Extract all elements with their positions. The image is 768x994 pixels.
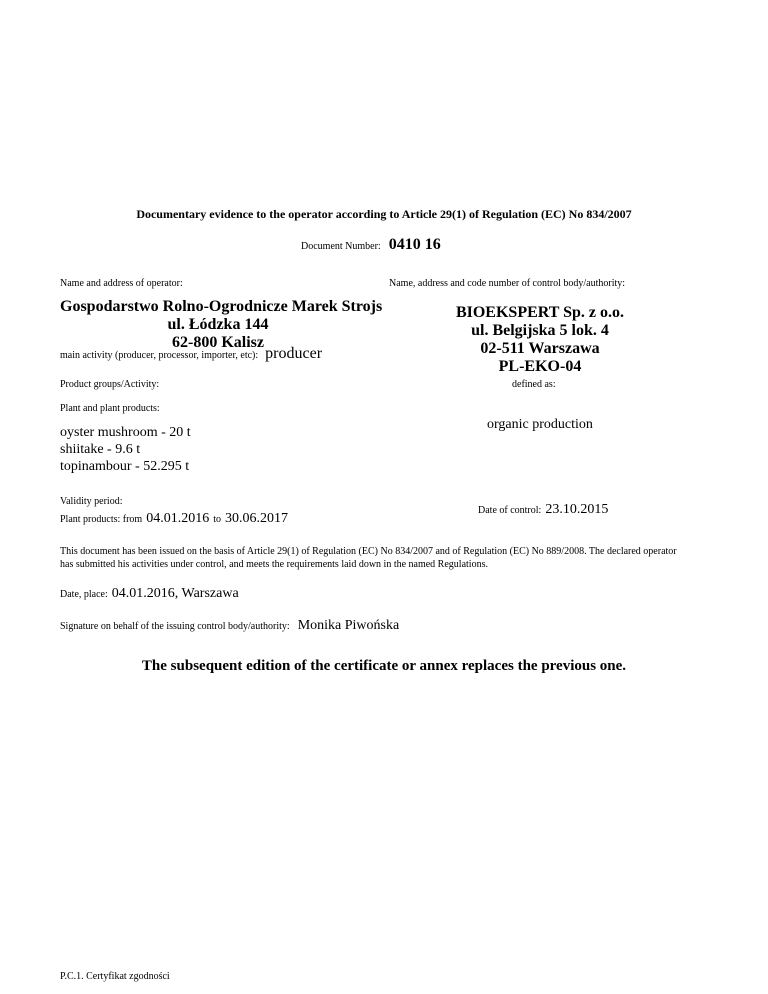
products-list [60,424,191,475]
document-number-row [301,236,441,254]
date-place-row [60,584,239,602]
validity-from-label: Plant products: from [60,514,143,525]
operator-street: ul. Łódzka 144 [167,316,269,333]
statement-line-1: This document has been issued on the basis of Article 29(1) of Regulation (EC) No 834/2007 and of Regulation (EC) No 889/2008. The declared operator [60,546,677,557]
date-place: 04.01.2016, Warszawa [111,586,239,601]
plant-products-label: Plant and plant products: [60,403,160,414]
activity-row [60,345,322,363]
control-body-city: 02-511 Warszawa [480,340,600,357]
signature-row [60,616,399,634]
control-date-row [478,500,608,518]
control-body-street: ul. Belgijska 5 lok. 4 [471,322,609,339]
defined-as-label: defined as: [512,379,556,390]
validity-from: 04.01.2016 [146,511,210,526]
activity-value: producer [265,345,323,362]
activity-label: main activity (producer, processor, importer, etc): [60,350,259,361]
validity-label: Validity period: [60,496,123,507]
document-number-label: Document Number: [301,241,381,252]
product-groups-label: Product groups/Activity: [60,379,160,390]
signature-label: Signature on behalf of the issuing control body/authority: [60,621,290,632]
control-date: 23.10.2015 [545,502,609,517]
list-item: oyster mushroom - 20 t [60,425,191,440]
control-body-code: PL-EKO-04 [498,358,582,375]
validity-to-label: to [213,514,221,525]
control-body-name: BIOEKSPERT Sp. z o.o. [455,304,625,321]
list-item: topinambour - 52.295 t [60,459,190,474]
operator-city: 62-800 Kalisz [172,334,264,351]
replacement-notice: The subsequent edition of the certificate or annex replaces the previous one. [141,658,627,674]
signature: Monika Piwońska [297,618,400,633]
date-place-label: Date, place: [60,589,108,600]
operator-name: Gospodarstwo Rolno-Ogrodnicze Marek Strojs [60,298,383,315]
document-number: 0410 16 [388,236,441,253]
operator-label: Name and address of operator: [60,278,183,289]
operator-block [60,298,383,352]
statement-line-2: has submitted his activities under control, and meets the requirements laid down in the named Regulations. [60,559,488,570]
defined-as-value: organic production [487,417,593,432]
control-body-label: Name, address and code number of control body/authority: [389,278,626,289]
statement [60,545,677,571]
control-date-label: Date of control: [478,505,542,516]
validity-to: 30.06.2017 [225,511,288,526]
validity-row [60,509,288,527]
control-body-block [400,304,680,376]
footer: P.C.1. Certyfikat zgodności [60,971,170,982]
document-title: Documentary evidence to the operator according to Article 29(1) of Regulation (EC) No 834/2007 [136,207,632,221]
list-item: shiitake - 9.6 t [60,442,141,457]
